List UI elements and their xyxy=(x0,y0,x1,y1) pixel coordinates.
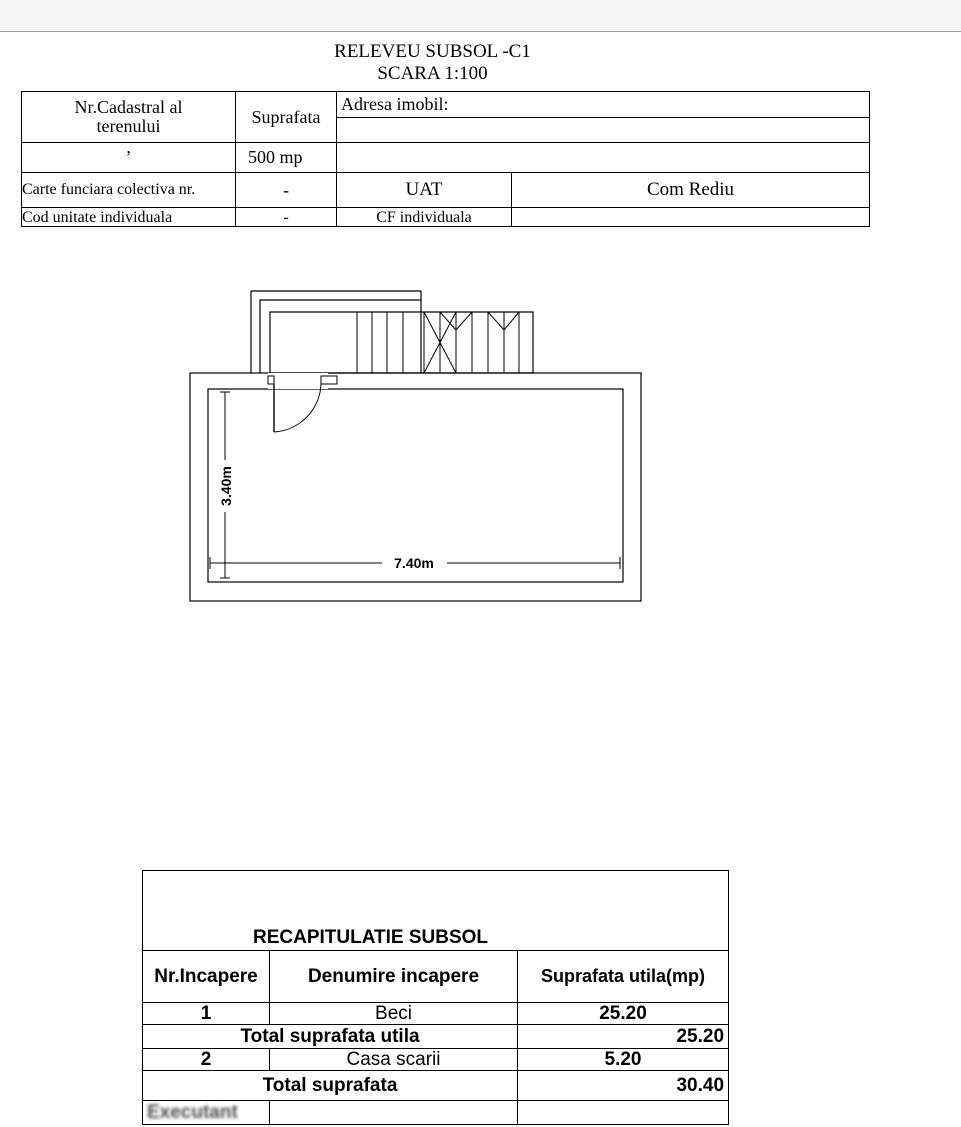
total-useful-label: Total suprafata utila xyxy=(143,1025,518,1049)
table-row xyxy=(143,1101,729,1125)
col-header-name: Denumire incapere xyxy=(270,951,518,1003)
cf-individuala-value xyxy=(512,208,870,227)
row-name: Beci xyxy=(270,1003,518,1025)
stair-well xyxy=(270,312,533,373)
total-useful-value: 25.20 xyxy=(518,1025,729,1049)
stair-treads xyxy=(357,312,519,373)
uat-label: UAT xyxy=(337,173,512,208)
total-area-value: 30.40 xyxy=(518,1071,729,1101)
executant-value xyxy=(270,1101,518,1125)
row-nr: 1 xyxy=(143,1003,270,1025)
nr-cadastral-label: Nr.Cadastral al terenului xyxy=(74,97,183,136)
nr-cadastral-value: ’ xyxy=(22,143,236,173)
row-area: 25.20 xyxy=(518,1003,729,1025)
recap-title: RECAPITULATIE SUBSOL xyxy=(143,871,729,951)
stair-enclosure-outer xyxy=(251,291,421,373)
adresa-label: Adresa imobil: xyxy=(337,92,869,118)
width-dimension-label: 7.40m xyxy=(394,555,434,571)
adresa-cell xyxy=(337,92,870,143)
document-title: RELEVEU SUBSOL -C1 xyxy=(334,41,531,62)
recap-table xyxy=(142,870,729,1125)
door xyxy=(268,373,337,432)
page-top-bar xyxy=(0,0,961,32)
floor-plan-drawing xyxy=(185,285,650,605)
cf-individuala-label: CF individuala xyxy=(337,208,512,227)
executant-extra xyxy=(518,1101,729,1125)
row-name: Casa scarii xyxy=(270,1049,518,1071)
table-row xyxy=(143,1003,729,1025)
table-row xyxy=(143,1049,729,1071)
adresa-continuation xyxy=(337,143,870,173)
executant-label: Executant xyxy=(143,1101,270,1125)
adresa-value xyxy=(337,118,869,142)
suprafata-value: 500 mp xyxy=(236,143,337,173)
cadastral-header-table xyxy=(21,91,870,227)
carte-funciara-value: - xyxy=(236,173,337,208)
carte-funciara-label: Carte funciara colectiva nr. xyxy=(22,173,236,208)
col-header-area: Suprafata utila(mp) xyxy=(518,951,729,1003)
height-dimension-label: 3.40m xyxy=(218,466,234,506)
inner-wall xyxy=(208,389,623,582)
col-header-nr: Nr.Incapere xyxy=(143,951,270,1003)
nr-cadastral-label-cell xyxy=(22,92,236,143)
stair-enclosure-inner xyxy=(260,300,421,373)
total-area-label: Total suprafata xyxy=(143,1071,518,1101)
suprafata-label: Suprafata xyxy=(236,92,337,143)
row-nr: 2 xyxy=(143,1049,270,1071)
row-area: 5.20 xyxy=(518,1049,729,1071)
cod-unitate-value: - xyxy=(236,208,337,227)
table-row xyxy=(143,1025,729,1049)
document-scale: SCARA 1:100 xyxy=(377,63,488,84)
cod-unitate-label: Cod unitate individuala xyxy=(22,208,236,227)
uat-value: Com Rediu xyxy=(512,173,870,208)
dimension-lines xyxy=(210,392,620,578)
table-row xyxy=(143,1071,729,1101)
